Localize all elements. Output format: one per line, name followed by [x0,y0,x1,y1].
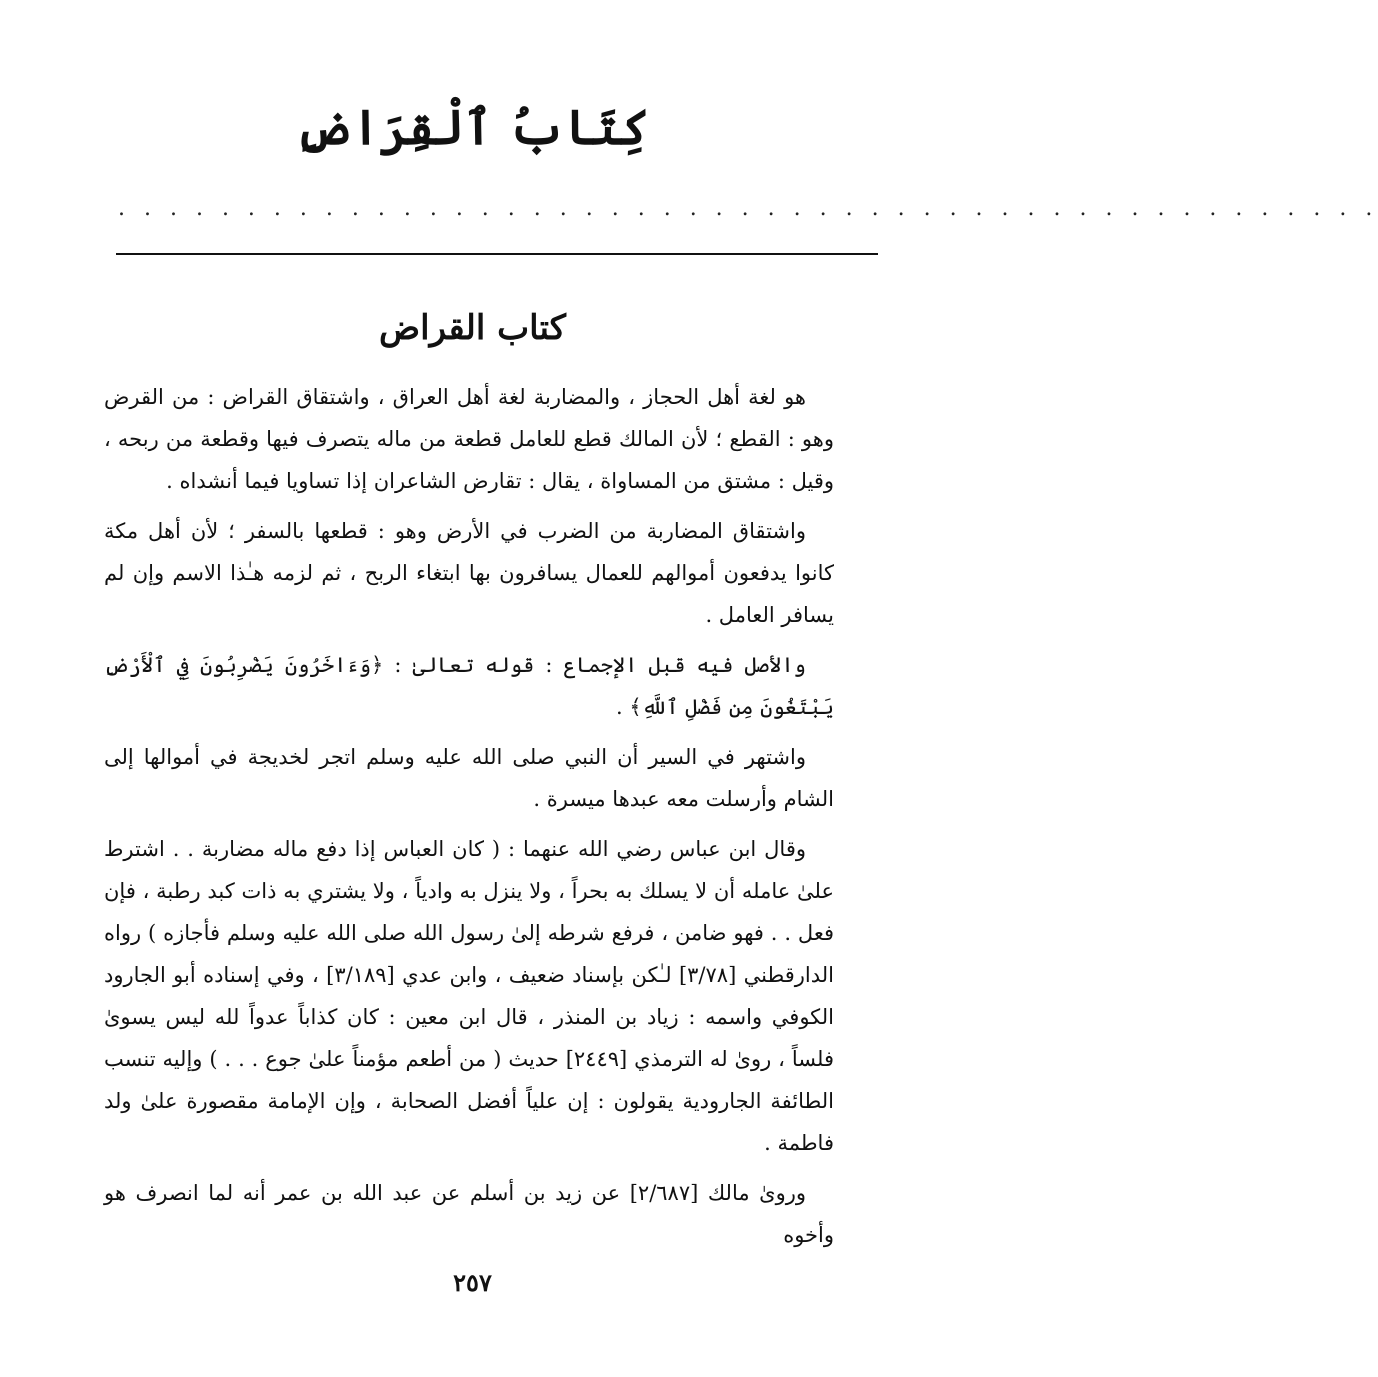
dotted-divider: . . . . . . . . . . . . . . . . . . . . . . . . . . . . . . . . . . . . . . . . . . . . . . . . . [118,196,1378,221]
paragraph: وقال ابن عباس رضي الله عنهما : ( كان العباس إذا دفع ماله مضاربة . . اشترط علىٰ عامله أن لا يسلك به بحراً ، ولا ينزل به وادياً ، ولا يشتري به ذات كبد رطبة ، فإن فعل . . فهو ضامن ، فرفع شرطه إلىٰ رسول الله صلى الله عليه وسلم فأجازه ) رواه الدارقطني [٣/٧٨] لـٰكن بإسناد ضعيف ، وابن عدي [٣/١٨٩] ، وفي إسناده أبو الجارود الكوفي واسمه : زياد بن المنذر ، قال ابن معين : كان كذاباً عدواً لله ليس يسوىٰ فلساً ، روىٰ له الترمذي [٢٤٤٩] حديث ( من أطعم مؤمناً علىٰ جوع . . . ) وإليه تنسب الطائفة الجارودية يقولون : إن علياً أفضل الصحابة ، وإن الإمامة مقصورة علىٰ ولد فاطمة . [104,837,834,1155]
page-number: ٢٥٧ [453,1268,492,1297]
body-text [104,376,834,1264]
paragraph: هو لغة أهل الحجاز ، والمضاربة لغة أهل العراق ، واشتقاق القراض : من القرض وهو : القطع ؛ لأن المالك قطع للعامل قطعة من ماله يتصرف فيها وقطعة من ربحه ، وقيل : مشتق من المساواة ، يقال : تقارض الشاعران إذا تساويا فيما أنشداه . [104,385,834,493]
paragraph: وروىٰ مالك [٢/٦٨٧] عن زيد بن أسلم عن عبد الله بن عمر أنه لما انصرف هو وأخوه [104,1181,834,1247]
paragraph: والأصل فيه قبل الإجماع : قوله تعالىٰ : ﴿وَءَاخَرُونَ يَضْرِبُونَ فِي ٱلْأَرْضِ يَبْتَغُونَ مِن فَضْلِ ٱللَّهِ﴾ . [104,653,834,719]
horizontal-rule [116,253,878,255]
page-title: كِتَابُ ٱلْقِرَاضِ [295,100,650,156]
chapter-heading: كتاب القراض [379,308,566,348]
paragraph: واشتهر في السير أن النبي صلى الله عليه وسلم اتجر لخديجة في أموالها إلى الشام وأرسلت معه عبدها ميسرة . [104,745,834,811]
paragraph: واشتقاق المضاربة من الضرب في الأرض وهو : قطعها بالسفر ؛ لأن أهل مكة كانوا يدفعون أموالهم للعمال يسافرون بها ابتغاء الربح ، ثم لزمه هـٰذا الاسم وإن لم يسافر العامل . [104,519,834,627]
